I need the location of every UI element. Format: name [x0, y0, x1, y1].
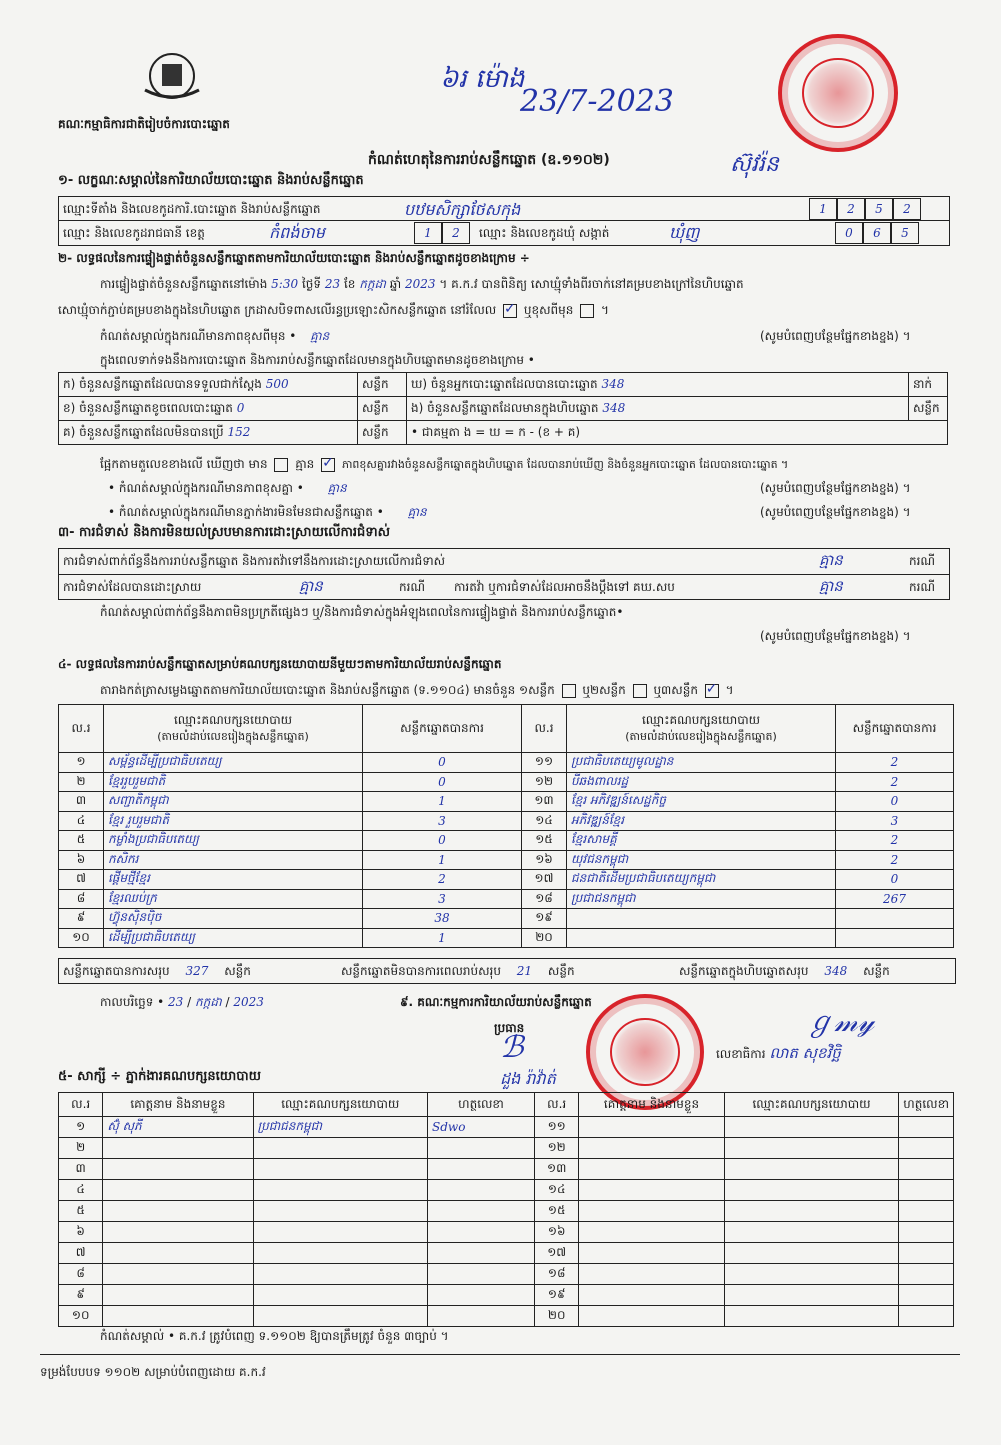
- secretary-label: លេខាធិការ លាត សុខវិច្ឆិ: [716, 1044, 841, 1062]
- party-name: [567, 928, 836, 948]
- table-row: [59, 1117, 954, 1138]
- table-row: [59, 909, 954, 929]
- witness-signature: [428, 1264, 535, 1285]
- committee-signature-label: ៩. គណៈកម្មការការិយាល័យរាប់សន្លឹកឆ្នោត: [400, 995, 592, 1009]
- w-col-name-2: គោត្តនាម និងនាមខ្លួន: [579, 1093, 724, 1117]
- witness-signature: [899, 1201, 954, 1222]
- code-digit: 5: [891, 222, 919, 244]
- party-votes: 2: [836, 753, 954, 773]
- party-votes: 38: [363, 909, 522, 929]
- witness-name: [579, 1285, 724, 1306]
- party-votes: 2: [836, 772, 954, 792]
- party-votes: [836, 928, 954, 948]
- ballot-box-intro: ក្នុងពេលទាក់ទងនឹងការបោះឆ្នោត និងការរាប់សន្លឹកឆ្នោតដែលមានក្នុងហិបឆ្នោតមានដូចខាងក្រោម •: [100, 353, 535, 367]
- p1c-text: ខែ: [343, 277, 356, 291]
- p1e-text: ។ គ.ក.វ បានពិនិត្យ សោឃ្មុំទាំងពីរចាក់នៅគម្របខាងក្រៅនៃហិបឆ្នោត: [439, 277, 744, 291]
- party-votes: [836, 909, 954, 929]
- table-row: [59, 1138, 954, 1159]
- w-col-no-2: ល.រ: [535, 1093, 579, 1117]
- party-no: ១៥: [522, 831, 567, 851]
- row-d-unit: នាក់: [909, 373, 948, 397]
- witness-signature: [899, 1306, 954, 1327]
- party-name: សម្ព័ន្ធដើម្បីប្រជាធិបតេយ្យ: [104, 753, 363, 773]
- chief-signature: ℬ: [500, 1030, 524, 1065]
- table-row: [59, 1222, 954, 1243]
- witness-name: [103, 1306, 253, 1327]
- col-votes-2: សន្លឹកឆ្នោតបានការ: [836, 705, 954, 753]
- witness-name: [579, 1159, 724, 1180]
- witness-no: ១៧: [535, 1243, 579, 1264]
- section1-table: [58, 196, 950, 246]
- p2-text: សោឃ្មុំចាក់ភ្ជាប់គម្របខាងក្នុងនៃហិបឆ្នោត ក្រដាសបិទពាសលើរន្ធប្រឡោះសិកសន្លឹកឆ្នោត នៅរំលែល: [58, 303, 497, 317]
- row-a-label: ក) ចំនួនសន្លឹកឆ្នោតដែលបានទទួលជាក់ស្ដែង 500: [59, 373, 358, 397]
- party-name: ខ្មែរ អភិវឌ្ឍន៍សេដ្ឋកិច្ច: [567, 792, 836, 812]
- p1-text: ការផ្ទៀងផ្ទាត់ចំនួនសន្លឹកឆ្នោតនៅម៉ោង: [100, 277, 268, 291]
- witness-no: ១៣: [535, 1159, 579, 1180]
- w-col-name: គោត្តនាម និងនាមខ្លួន: [103, 1093, 253, 1117]
- objections-label: ការជំទាស់ពាក់ព័ន្ធនឹងការរាប់សន្លឹកឆ្នោត និងការតវ៉ាទៅនឹងការដោះស្រាយលើការជំទាស់: [63, 554, 446, 568]
- tally-sheet-count: តារាងកត់ត្រាសម្លេងឆ្នោតតាមការិយាល័យបោះឆ្នោត និងរាប់សន្លឹកឆ្នោត (ទ.១១០៤) មានចំនួន ១សន្លឹក ឬ២សន្លឹក ឬ៣សន្លឹក ✓ ។: [100, 682, 734, 700]
- table-row: [59, 831, 954, 851]
- party-votes: 3: [836, 811, 954, 831]
- party-votes: 0: [363, 772, 522, 792]
- valid-total: សន្លឹកឆ្នោតបានការសរុប 327 សន្លឹក: [63, 964, 251, 978]
- verification-line-1: [100, 276, 744, 294]
- row-e-label: ង) ចំនួនសន្លឹកឆ្នោតដែលមានក្នុងហិបឆ្នោត 348: [407, 397, 909, 421]
- code-digit: 6: [863, 222, 891, 244]
- discrepancy-line: ផ្អែកតាមតួលេខខាងលើ ឃើញថា មាន គ្មាន ✓ ភាពខុសគ្នារវាងចំនួនសន្លឹកឆ្នោតក្នុងហិបឆ្នោត ដែលបានរាប់ឃើញ និងចំនួនអ្នកបោះឆ្នោត ដែលបានបោះឆ្នោត ។: [100, 456, 788, 474]
- witness-party: [724, 1264, 899, 1285]
- party-name: ប្រជាធិបតេយ្យមូលដ្ឋាន: [567, 753, 836, 773]
- appeal-label: ការតវ៉ា ឬការជំទាស់ដែលអាចនឹងប្ដឹងទៅ គឃ.សប: [454, 580, 675, 594]
- party-name: យុវជនកម្ពុជា: [567, 850, 836, 870]
- fill-back-note: (សូមបំពេញបន្ថែមផ្នែកខាងខ្នង) ។: [760, 329, 911, 343]
- party-no: ២: [59, 772, 104, 792]
- invalid-total: សន្លឹកឆ្នោតមិនបានការពេលរាប់សរុប 21 សន្លឹក: [341, 964, 575, 978]
- witness-party: [253, 1159, 428, 1180]
- commune-value: ឃុំញ: [669, 223, 700, 242]
- row-d-label: ឃ) ចំនួនអ្នកបោះឆ្នោតដែលបានបោះឆ្នោត 348: [407, 373, 909, 397]
- witness-party: [724, 1306, 899, 1327]
- col-votes: សន្លឹកឆ្នោតបានការ: [363, 705, 522, 753]
- witness-party: [724, 1159, 899, 1180]
- code-digit: 5: [865, 198, 893, 220]
- witness-signature: [899, 1117, 954, 1138]
- party-name: អភិវឌ្ឍន៍ខ្មែរ: [567, 811, 836, 831]
- table-row: [59, 850, 954, 870]
- committee-name: គណៈកម្មាធិការជាតិរៀបចំការបោះឆ្នោត: [58, 117, 230, 131]
- row-e-value: 348: [602, 400, 626, 415]
- row-b-label: ខ) ចំនួនសន្លឹកឆ្នោតខូចពេលបោះឆ្នោត 0: [59, 397, 358, 421]
- party-no: ៩: [59, 909, 104, 929]
- ballot-count-table: [58, 372, 948, 445]
- table-row: [59, 1201, 954, 1222]
- witness-no: ១៤: [535, 1180, 579, 1201]
- party-no: ១៩: [522, 909, 567, 929]
- day-value: 23: [324, 277, 341, 291]
- witness-name: ស៊ុំ សុភី: [103, 1117, 253, 1138]
- code-digit: 1: [809, 198, 837, 220]
- witness-name: [103, 1201, 253, 1222]
- location-label: ឈ្មោះទីតាំង និងលេខកូដការិ.បោះឆ្នោត និងរាប់សន្លឹកឆ្នោត: [63, 202, 321, 216]
- witness-name: [579, 1222, 724, 1243]
- witness-no: ១០: [59, 1306, 103, 1327]
- form-title: កំណត់ហេតុនៃការរាប់សន្លឹកឆ្នោត (ឧ.១១០២): [368, 152, 610, 168]
- objections-value: គ្មាន: [819, 551, 843, 569]
- witness-no: ៩: [59, 1285, 103, 1306]
- party-votes: 1: [363, 792, 522, 812]
- difference-note-line: [100, 328, 329, 346]
- table-row: [59, 1306, 954, 1327]
- witness-party: ប្រជាជនកម្ពុជា: [253, 1117, 428, 1138]
- party-name: ខ្មែរ រួបរួមជាតិ: [104, 811, 363, 831]
- discrepancy-note: • កំណត់សម្គាល់ក្នុងករណីមានភាពខុសគ្នា • គ្មាន: [108, 481, 347, 495]
- witness-name: [103, 1264, 253, 1285]
- section2-title: ២- លទ្ធផលនៃការផ្ទៀងផ្ទាត់ចំនួនសន្លឹកឆ្នោតតាមការិយាល័យបោះឆ្នោត និងរាប់សន្លឹកឆ្នោតដូចខាងក្រោម ÷: [58, 251, 530, 265]
- unchanged-checkbox[interactable]: [503, 304, 517, 318]
- witness-name: [579, 1138, 724, 1159]
- w-col-sign: ហត្ថលេខា: [428, 1093, 535, 1117]
- nec-logo: [137, 46, 207, 110]
- witness-no: ១៩: [535, 1285, 579, 1306]
- code-digit: 2: [893, 198, 921, 220]
- party-no: ៧: [59, 870, 104, 890]
- party-votes: 2: [836, 831, 954, 851]
- witness-signature: [899, 1243, 954, 1264]
- party-name: ខ្មែរសាមគ្គី: [567, 831, 836, 851]
- witness-party: [724, 1180, 899, 1201]
- official-stamp-top: [778, 34, 898, 152]
- witness-no: ១៨: [535, 1264, 579, 1285]
- sign-day: 23: [168, 995, 184, 1009]
- party-no: ១៤: [522, 811, 567, 831]
- witness-signature: [428, 1243, 535, 1264]
- witness-signature: [899, 1285, 954, 1306]
- witness-no: ៦: [59, 1222, 103, 1243]
- three-sheets-checkbox[interactable]: [705, 684, 719, 698]
- foreign-object-value: គ្មាន: [407, 505, 427, 519]
- code-digit: 2: [442, 222, 470, 244]
- party-name: ដើម្បីប្រជាធិបតេយ្យ: [104, 928, 363, 948]
- has-discrepancy-checkbox[interactable]: [274, 458, 288, 472]
- handwritten-time: ៦រ ម៉ោង: [440, 64, 525, 94]
- witness-party: [253, 1222, 428, 1243]
- witness-name: [103, 1243, 253, 1264]
- row-d-value: 348: [601, 376, 625, 391]
- p1b-text: ថ្ងៃទី: [301, 277, 321, 291]
- party-votes: 0: [363, 831, 522, 851]
- witness-name: [579, 1201, 724, 1222]
- party-no: ១៨: [522, 889, 567, 909]
- witness-signature: [899, 1180, 954, 1201]
- party-votes: 2: [836, 850, 954, 870]
- row-c-label: គ) ចំនួនសន្លឹកឆ្នោតដែលមិនបានប្រើ 152: [59, 421, 358, 445]
- witness-party: [253, 1180, 428, 1201]
- witness-no: ៧: [59, 1243, 103, 1264]
- witness-signature: [428, 1159, 535, 1180]
- province-value: កំពង់ចាម: [269, 223, 325, 242]
- section3-title: ៣- ការជំទាស់ និងការមិនយល់ស្របមានការដោះស្រាយលើការជំទាស់: [58, 525, 390, 540]
- no-discrepancy-checkbox[interactable]: [321, 458, 335, 472]
- party-name: ផ្ដើមថ្មីខ្មែរ: [104, 870, 363, 890]
- witness-signature: [899, 1264, 954, 1285]
- party-name: កម្លាំងប្រជាធិបតេយ្យ: [104, 831, 363, 851]
- party-no: ៣: [59, 792, 104, 812]
- party-no: ២០: [522, 928, 567, 948]
- party-name: ខ្មែរឈប់ក្រ: [104, 889, 363, 909]
- discrepancy-note-value: គ្មាន: [327, 481, 347, 495]
- code-digit: 0: [835, 222, 863, 244]
- witness-signature: [899, 1159, 954, 1180]
- party-no: ៨: [59, 889, 104, 909]
- month-value: កក្កដា: [359, 277, 386, 291]
- party-no: ១០: [59, 928, 104, 948]
- witness-no: ១៥: [535, 1201, 579, 1222]
- chief-label: ប្រធាន: [494, 1021, 525, 1035]
- witness-no: ១២: [535, 1138, 579, 1159]
- table-row: [59, 1180, 954, 1201]
- commune-label: ឈ្មោះ និងលេខកូដឃុំ សង្កាត់: [479, 226, 610, 240]
- table-row: [59, 928, 954, 948]
- w-col-party: ឈ្មោះគណបក្សនយោបាយ: [253, 1093, 428, 1117]
- party-no: ១: [59, 753, 104, 773]
- table-row: [59, 753, 954, 773]
- two-sheets-checkbox[interactable]: [633, 684, 647, 698]
- party-votes: 267: [836, 889, 954, 909]
- resolved-value: គ្មាន: [299, 577, 323, 595]
- col-no-2: ល.រ: [522, 705, 567, 753]
- fill-back-note-2: (សូមបំពេញបន្ថែមផ្នែកខាងខ្នង) ។: [760, 481, 911, 495]
- witness-party: [253, 1138, 428, 1159]
- witness-no: ១: [59, 1117, 103, 1138]
- witness-signature: [428, 1138, 535, 1159]
- province-code: [414, 222, 470, 244]
- table-row: [59, 772, 954, 792]
- party-name: ហ៊្វុនស៊ិនប៉ិច: [104, 909, 363, 929]
- appeal-unit: ករណី: [909, 580, 936, 594]
- witness-signature: [899, 1222, 954, 1243]
- col-no: ល.រ: [59, 705, 104, 753]
- party-no: ១៧: [522, 870, 567, 890]
- objections-table: [58, 548, 950, 600]
- witness-signature: [428, 1180, 535, 1201]
- party-votes: 0: [836, 792, 954, 812]
- section1-title: ១- លក្ខណៈសម្គាល់នៃការិយាល័យបោះឆ្នោត និងរាប់សន្លឹកឆ្នោត: [58, 173, 364, 188]
- witness-party: [724, 1117, 899, 1138]
- code-digit: 2: [837, 198, 865, 220]
- p1d-text: ឆ្នាំ: [389, 277, 402, 291]
- table-row: [59, 792, 954, 812]
- time-value: 5:30: [271, 277, 299, 291]
- party-name: ជនជាតិដើមប្រជាធិបតេយ្យកម្ពុជា: [567, 870, 836, 890]
- row-c-unit: សន្លឹក: [358, 421, 407, 445]
- row-a-value: 500: [265, 376, 289, 391]
- appeal-value: គ្មាន: [819, 577, 843, 595]
- signing-date: កាលបរិច្ឆេទ • 23 / កក្កដា / 2023: [100, 995, 264, 1009]
- irregularity-note: កំណត់សម្គាល់ពាក់ព័ន្ធនឹងភាពមិនប្រក្រតីផ្សេងៗ ឬ/និងការជំទាស់ក្នុងអំឡុងពេលនៃការផ្ទៀងផ្ទាត់ និងការរាប់សន្លឹកឆ្នោត•: [100, 605, 624, 619]
- form-footer: ទម្រង់បែបបទ ១១០២ សម្រាប់បំពេញដោយ គ.ក.វ: [40, 1365, 266, 1379]
- party-no: ៥: [59, 831, 104, 851]
- fill-back-note-4: (សូមបំពេញបន្ថែមផ្នែកខាងខ្នង) ។: [760, 629, 911, 643]
- witness-party: [724, 1243, 899, 1264]
- valid-total-value: 327: [185, 964, 209, 978]
- table-row: [59, 870, 954, 890]
- party-name: កសិករ: [104, 850, 363, 870]
- witness-party: [253, 1264, 428, 1285]
- objections-unit: ករណី: [909, 554, 936, 568]
- party-name: សញ្ជាតិកម្ពុជា: [104, 792, 363, 812]
- party-votes: 3: [363, 811, 522, 831]
- witness-name: [579, 1306, 724, 1327]
- witness-party: [253, 1285, 428, 1306]
- witness-name: [103, 1222, 253, 1243]
- p2b-text: ឬខុសពីមុន: [523, 303, 574, 317]
- results-table: [58, 704, 954, 948]
- witness-signature: Sdwo: [428, 1117, 535, 1138]
- col-party-2: ឈ្មោះគណបក្សនយោបាយ (តាមលំដាប់លេខរៀងក្នុងសន្លឹកឆ្នោត): [567, 705, 836, 753]
- party-votes: 2: [363, 870, 522, 890]
- party-no: ១២: [522, 772, 567, 792]
- section4-title: ៤- លទ្ធផលនៃការរាប់សន្លឹកឆ្នោតសម្រាប់គណបក្សនយោបាយនីមួយៗតាមការិយាល័យរាប់សន្លឹកឆ្នោត: [58, 657, 502, 671]
- witness-table: [58, 1092, 954, 1327]
- witness-name: [103, 1285, 253, 1306]
- sign-year: 2023: [233, 995, 264, 1009]
- party-no: ១៣: [522, 792, 567, 812]
- row-a-unit: សន្លឹក: [358, 373, 407, 397]
- row-c-value: 152: [227, 424, 251, 439]
- witness-name: [579, 1243, 724, 1264]
- resolved-label: ការជំទាស់ដែលបានដោះស្រាយ: [63, 580, 202, 594]
- witness-party: [253, 1306, 428, 1327]
- witness-party: [253, 1243, 428, 1264]
- row-b-value: 0: [236, 400, 245, 415]
- witness-party: [253, 1201, 428, 1222]
- year-value: 2023: [404, 277, 436, 291]
- party-votes: 0: [363, 753, 522, 773]
- secretary-name: លាត សុខវិច្ឆិ: [769, 1044, 841, 1062]
- table-row: [59, 889, 954, 909]
- box-total: សន្លឹកឆ្នោតក្នុងហិបឆ្នោតសរុប 348 សន្លឹក: [679, 964, 890, 978]
- witness-name: [579, 1117, 724, 1138]
- handwritten-date: 23/7-2023: [520, 84, 674, 119]
- totals-row: [58, 958, 956, 984]
- table-row: [59, 1285, 954, 1306]
- party-no: ៦: [59, 850, 104, 870]
- witness-no: ៥: [59, 1201, 103, 1222]
- resolved-unit: ករណី: [399, 580, 426, 594]
- section5-title: ៥- សាក្សី ÷ ភ្នាក់ងារគណបក្សនយោបាយ: [58, 1069, 261, 1084]
- witness-name: [579, 1180, 724, 1201]
- row-e-unit: សន្លឹក: [909, 397, 948, 421]
- province-label: ឈ្មោះ និងលេខកូដរាជធានី ខេត្ត: [63, 226, 205, 240]
- row-b-unit: សន្លឹក: [358, 397, 407, 421]
- location-value: បឋមសិក្សាថែសកុង: [404, 200, 521, 219]
- party-name: [567, 909, 836, 929]
- verification-line-2: សោឃ្មុំចាក់ភ្ជាប់គម្របខាងក្នុងនៃហិបឆ្នោត ក្រដាសបិទពាសលើរន្ធប្រឡោះសិកសន្លឹកឆ្នោត នៅរំលែល ✓ ឬខុសពីមុន ។: [58, 302, 609, 320]
- witness-signature: [428, 1306, 535, 1327]
- party-no: ៤: [59, 811, 104, 831]
- witness-party: [724, 1138, 899, 1159]
- difference-note-value: គ្មាន: [310, 329, 330, 343]
- chief-name: ដួង រ៉ាវ៉ាត់: [500, 1069, 556, 1088]
- invalid-total-value: 21: [516, 964, 533, 978]
- witness-signature: [899, 1138, 954, 1159]
- witness-signature: [428, 1285, 535, 1306]
- witness-no: ១១: [535, 1117, 579, 1138]
- witness-no: ៣: [59, 1159, 103, 1180]
- code-digit: 1: [414, 222, 442, 244]
- table-row: [59, 811, 954, 831]
- w-col-no: ល.រ: [59, 1093, 103, 1117]
- table-row: [59, 1243, 954, 1264]
- fill-back-note-3: (សូមបំពេញបន្ថែមផ្នែកខាងខ្នង) ។: [760, 505, 911, 519]
- witness-name: [103, 1138, 253, 1159]
- secretary-signature: ℊ𝓂𝓎: [806, 1005, 875, 1038]
- witness-no: ៨: [59, 1264, 103, 1285]
- sign-month: កក្កដា: [195, 995, 222, 1009]
- witness-party: [724, 1201, 899, 1222]
- table-row: [59, 1264, 954, 1285]
- witness-no: ១៦: [535, 1222, 579, 1243]
- witness-name: [103, 1180, 253, 1201]
- formula: • ជាគម្មតា ង = ឃ = ក - (ខ + គ): [407, 421, 948, 445]
- witness-party: [724, 1285, 899, 1306]
- party-name: ខ្មែររួបរួមជាតិ: [104, 772, 363, 792]
- party-no: ១៦: [522, 850, 567, 870]
- witness-name: [579, 1264, 724, 1285]
- w-col-party-2: ឈ្មោះគណបក្សនយោបាយ: [724, 1093, 899, 1117]
- party-votes: 3: [363, 889, 522, 909]
- witness-signature: [428, 1201, 535, 1222]
- party-votes: 1: [363, 850, 522, 870]
- witness-no: ២០: [535, 1306, 579, 1327]
- handwritten-signature: ស៊ុវរ៉ន: [730, 152, 779, 177]
- one-sheet-checkbox[interactable]: [562, 684, 576, 698]
- witness-party: [724, 1222, 899, 1243]
- commune-code: [835, 222, 919, 244]
- table-row: [59, 1159, 954, 1180]
- location-code: [809, 198, 921, 220]
- p3-text: កំណត់សម្គាល់ក្នុងករណីមានភាពខុសពីមុន •: [100, 329, 297, 343]
- party-name: ប្រជាជនកម្ពុជា: [567, 889, 836, 909]
- party-votes: 0: [836, 870, 954, 890]
- w-col-sign-2: ហត្ថលេខា: [899, 1093, 954, 1117]
- witness-no: ២: [59, 1138, 103, 1159]
- box-total-value: 348: [824, 964, 848, 978]
- party-votes: 1: [363, 928, 522, 948]
- witness-signature: [428, 1222, 535, 1243]
- party-name: បីឆងពាលរដ្ឋ: [567, 772, 836, 792]
- footer-note: កំណត់សម្គាល់ • គ.ក.វ ត្រូវបំពេញ ទ.១១០២ ឱ្យបានត្រឹមត្រូវ ចំនួន ៣ច្បាប់ ។: [100, 1329, 449, 1343]
- witness-no: ៤: [59, 1180, 103, 1201]
- changed-checkbox[interactable]: [580, 304, 594, 318]
- witness-name: [103, 1159, 253, 1180]
- foreign-object-note: • កំណត់សម្គាល់ក្នុងករណីមានភ្នាក់ងារមិនមែនជាសន្លឹកឆ្នោត • គ្មាន: [108, 505, 427, 519]
- col-party: ឈ្មោះគណបក្សនយោបាយ (តាមលំដាប់លេខរៀងក្នុងសន្លឹកឆ្នោត): [104, 705, 363, 753]
- party-no: ១១: [522, 753, 567, 773]
